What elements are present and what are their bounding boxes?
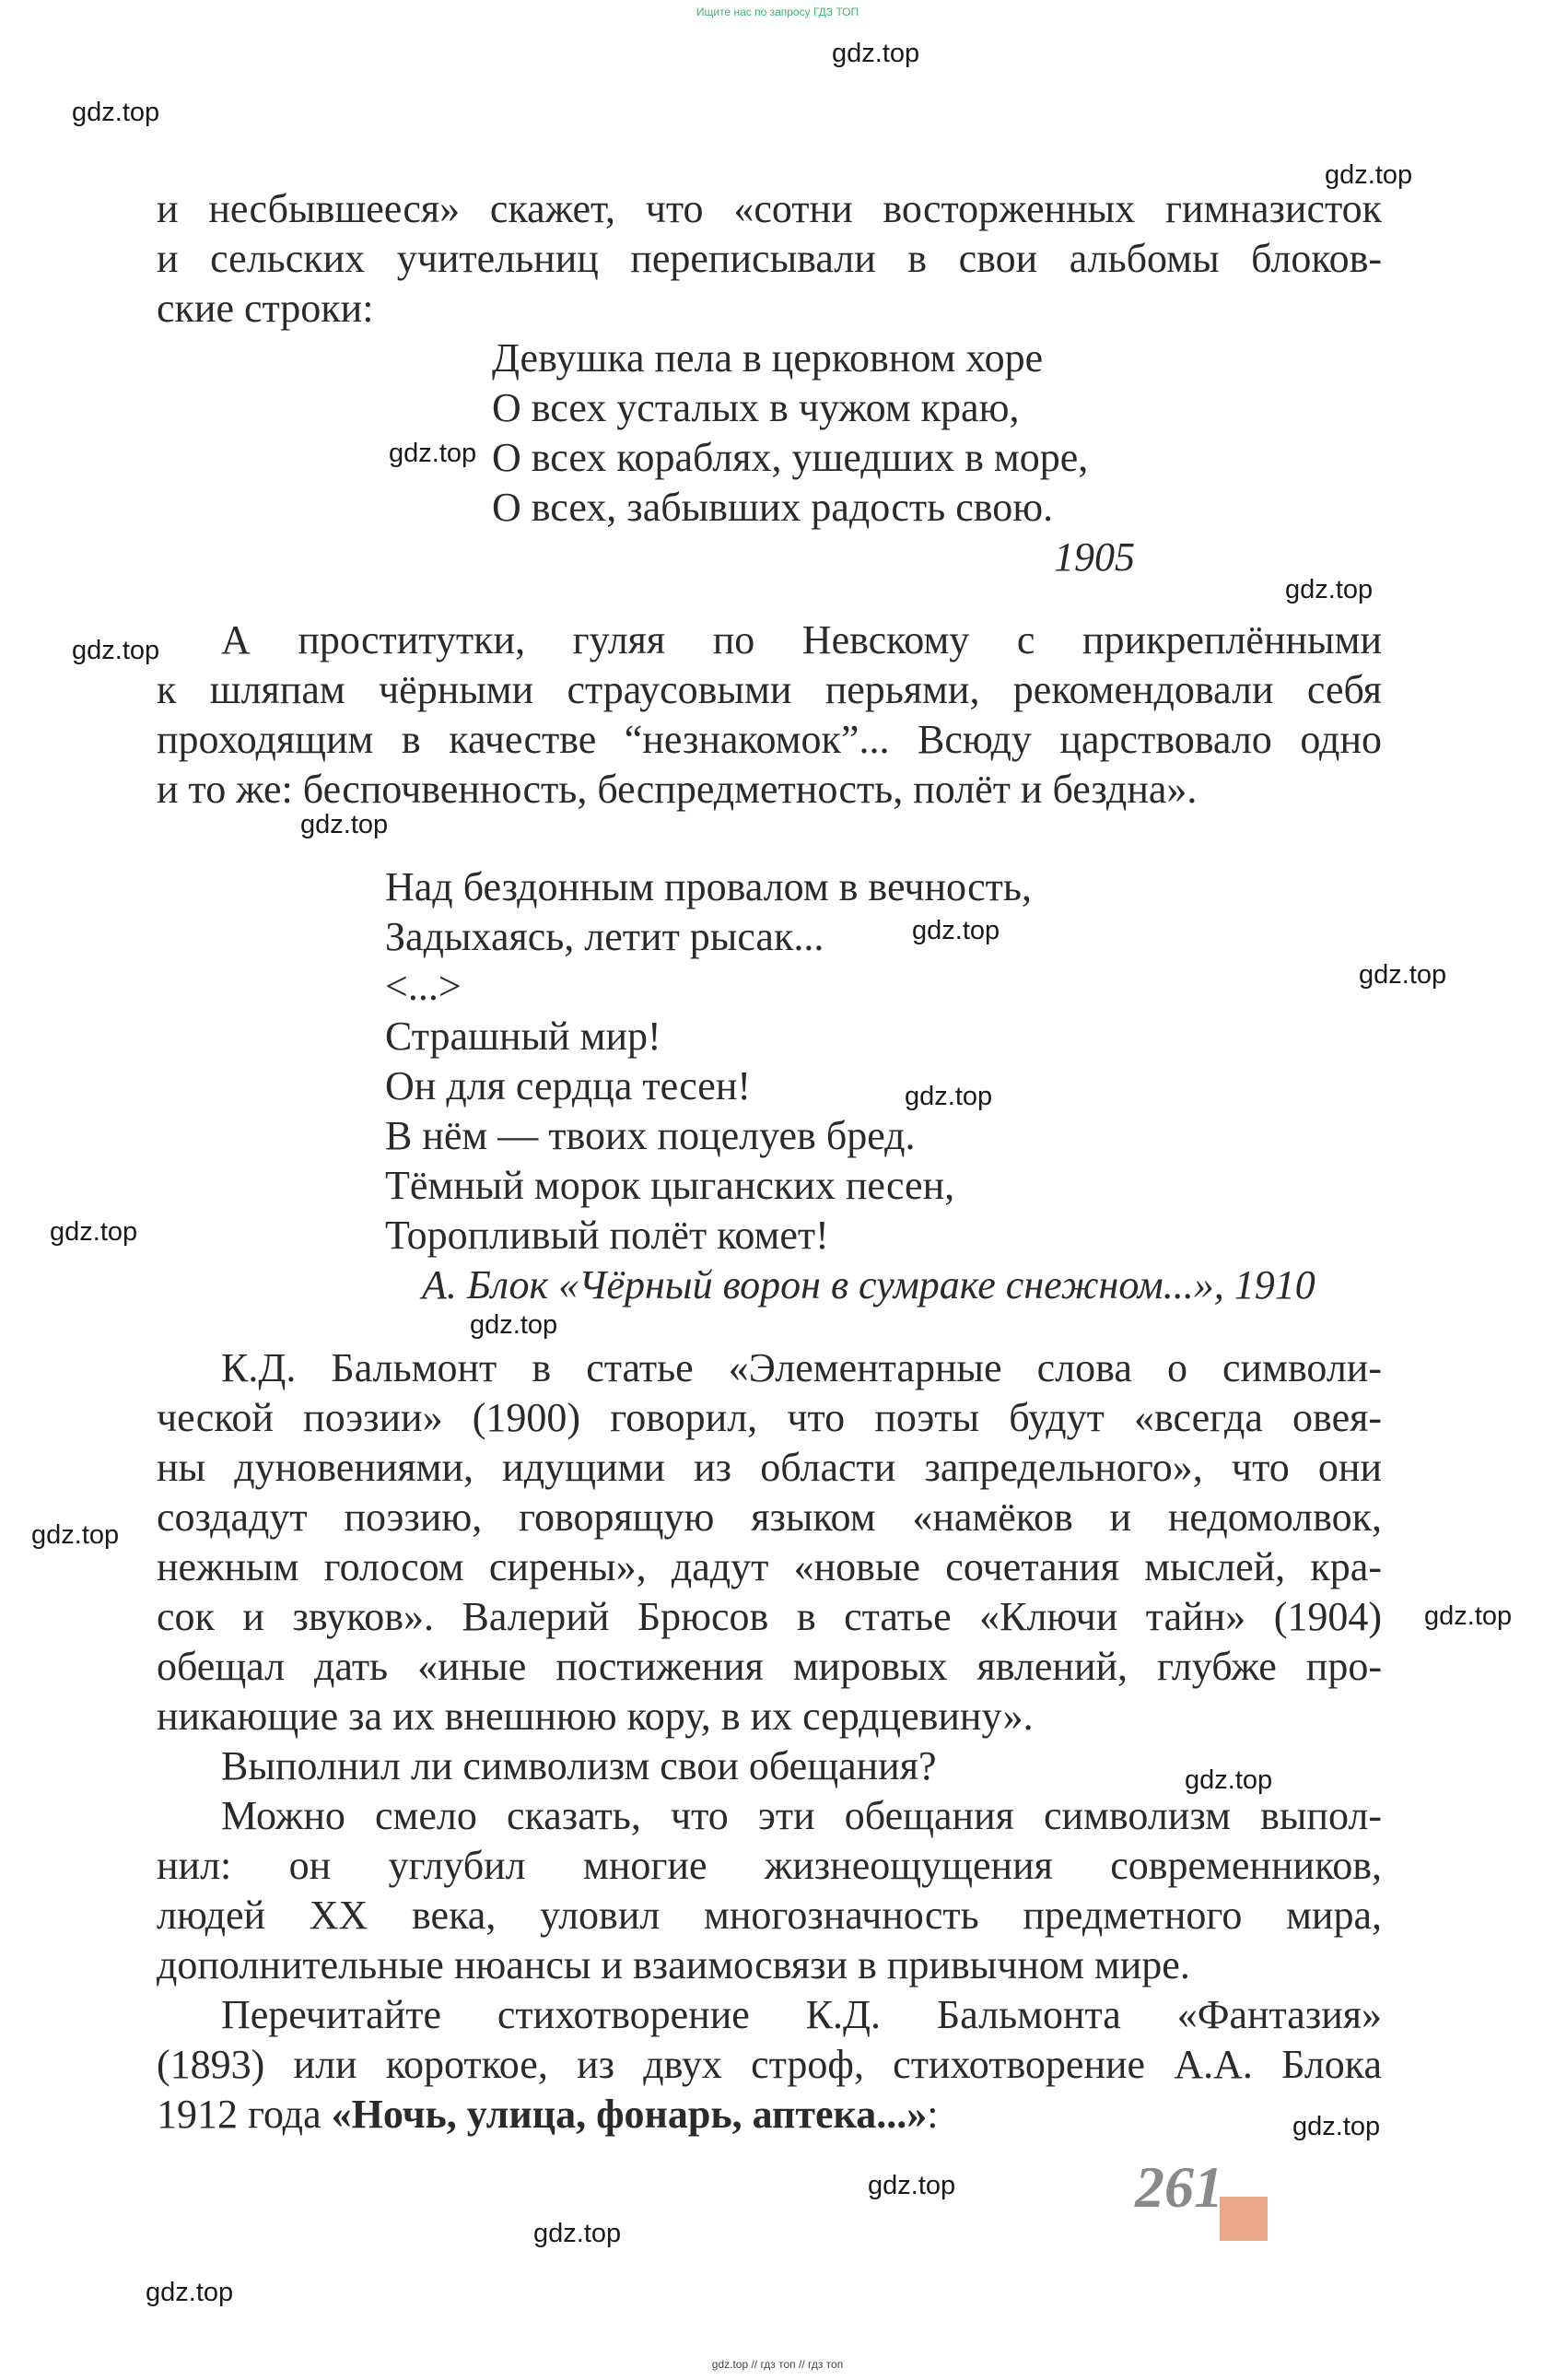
- watermark: gdz.top: [1185, 1765, 1273, 1795]
- text-line: и несбывшееся» скажет, что «сотни восторженных гимназисток: [157, 186, 1382, 231]
- text-line: Выполнил ли символизм свои обещания?: [221, 1743, 937, 1788]
- watermark: gdz.top: [1424, 1601, 1513, 1631]
- watermark: gdz.top: [389, 439, 477, 468]
- top-banner: Ищите нас по запросу ГДЗ ТОП: [696, 6, 859, 18]
- watermark: gdz.top: [832, 39, 920, 68]
- page-number: 261: [1135, 2154, 1223, 2220]
- verse-line: Тёмный морок цыганских песен,: [385, 1163, 955, 1208]
- watermark: gdz.top: [31, 1520, 120, 1550]
- text-line: нил: он углубил многие жизнеощущения современников,: [157, 1843, 1382, 1888]
- verse-1: [492, 334, 1088, 533]
- watermark: gdz.top: [1359, 960, 1447, 990]
- verse-line: В нём — твоих поцелуев бред.: [385, 1113, 916, 1158]
- watermark: gdz.top: [912, 916, 1000, 945]
- text-line: (1893) или короткое, из двух строф, стихотворение А.А. Блока: [157, 2042, 1382, 2087]
- watermark: gdz.top: [533, 2219, 622, 2248]
- paragraph-3: [157, 1343, 1382, 1741]
- watermark: gdz.top: [1292, 2112, 1381, 2141]
- watermark: gdz.top: [50, 1217, 138, 1247]
- verse-line: О всех кораблях, ушедших в море,: [492, 435, 1089, 480]
- text-line: людей XX века, уловил многозначность предметного мира,: [157, 1893, 1382, 1938]
- verse-2: [385, 862, 1032, 1260]
- paragraph-5: [157, 1791, 1382, 1990]
- text-line: ны дуновениями, идущими из области запредельного», что они: [157, 1445, 1382, 1490]
- verse-line: Страшный мир!: [385, 1014, 661, 1059]
- text-line: ческой поэзии» (1900) говорил, что поэты будут «всегда овея-: [157, 1395, 1382, 1440]
- watermark: gdz.top: [905, 1082, 993, 1111]
- text-line: обещал дать «иные постижения мировых явлений, глубже про-: [157, 1644, 1382, 1689]
- verse-line: Девушка пела в церковном хоре: [492, 335, 1044, 381]
- text-line: [157, 2090, 1382, 2140]
- watermark: gdz.top: [146, 2278, 234, 2307]
- poem-title: «Ночь, улица, фонарь, аптека...»: [331, 2092, 928, 2137]
- text-span: :: [927, 2092, 939, 2137]
- text-line: сок и звуков». Валерий Брюсов в статье «Ключи тайн» (1904): [157, 1594, 1382, 1639]
- verse-line: О всех, забывших радость свою.: [492, 485, 1054, 530]
- watermark: gdz.top: [72, 98, 160, 127]
- text-line: к шляпам чёрными страусовыми перьями, рекомендовали себя: [157, 667, 1382, 712]
- watermark: gdz.top: [1285, 575, 1374, 604]
- verse-line: Он для сердца тесен!: [385, 1063, 752, 1108]
- verse-1-year: 1905: [1054, 534, 1135, 580]
- text-line: Можно смело сказать, что эти обещания символизм выпол-: [221, 1793, 1382, 1838]
- verse-line: Над бездонным провалом в вечность,: [385, 864, 1032, 909]
- paragraph-6: [157, 1990, 1382, 2140]
- verse-line: Торопливый полёт комет!: [385, 1213, 829, 1258]
- paragraph-1: [157, 184, 1382, 334]
- watermark: gdz.top: [470, 1310, 558, 1340]
- footer: gdz.top // гдз топ // гдз топ: [711, 2358, 844, 2371]
- paragraph-4: [157, 1741, 1382, 1791]
- watermark: gdz.top: [300, 810, 389, 839]
- text-line: дополнительные нюансы и взаимосвязи в привычном мире.: [157, 1942, 1190, 1987]
- text-line: никающие за их внешнюю кору, в их сердцевину».: [157, 1694, 1034, 1739]
- text-span: 1912 года: [157, 2092, 332, 2137]
- verse-line: О всех усталых в чужом краю,: [492, 385, 1020, 430]
- verse-line: <...>: [385, 964, 462, 1009]
- text-line: создадут поэзию, говорящую языком «намёков и недомолвок,: [157, 1495, 1382, 1540]
- text-line: А проститутки, гуляя по Невскому с прикреплёнными: [221, 617, 1382, 662]
- text-line: ские строки:: [157, 286, 374, 331]
- text-line: нежным голосом сирены», дадут «новые сочетания мыслей, кра-: [157, 1544, 1382, 1589]
- text-line: и то же: беспочвенность, беспредметность, полёт и бездна».: [157, 767, 1198, 812]
- text-line: К.Д. Бальмонт в статье «Элементарные слова о символи-: [221, 1345, 1382, 1390]
- paragraph-2: [157, 616, 1382, 815]
- watermark: gdz.top: [72, 636, 160, 665]
- verse-2-attribution: А. Блок «Чёрный ворон в сумраке снежном...», 1910: [422, 1262, 1315, 1307]
- text-line: проходящим в качестве “незнакомок”... Всюду царствовало одно: [157, 717, 1382, 762]
- text-line: Перечитайте стихотворение К.Д. Бальмонта «Фантазия»: [221, 1992, 1382, 2037]
- watermark: gdz.top: [1325, 160, 1413, 190]
- watermark: gdz.top: [868, 2171, 956, 2200]
- text-line: и сельских учительниц переписывали в свои альбомы блоков-: [157, 236, 1382, 281]
- page-number-marker: [1220, 2197, 1268, 2241]
- verse-line: Задыхаясь, летит рысак...: [385, 914, 824, 959]
